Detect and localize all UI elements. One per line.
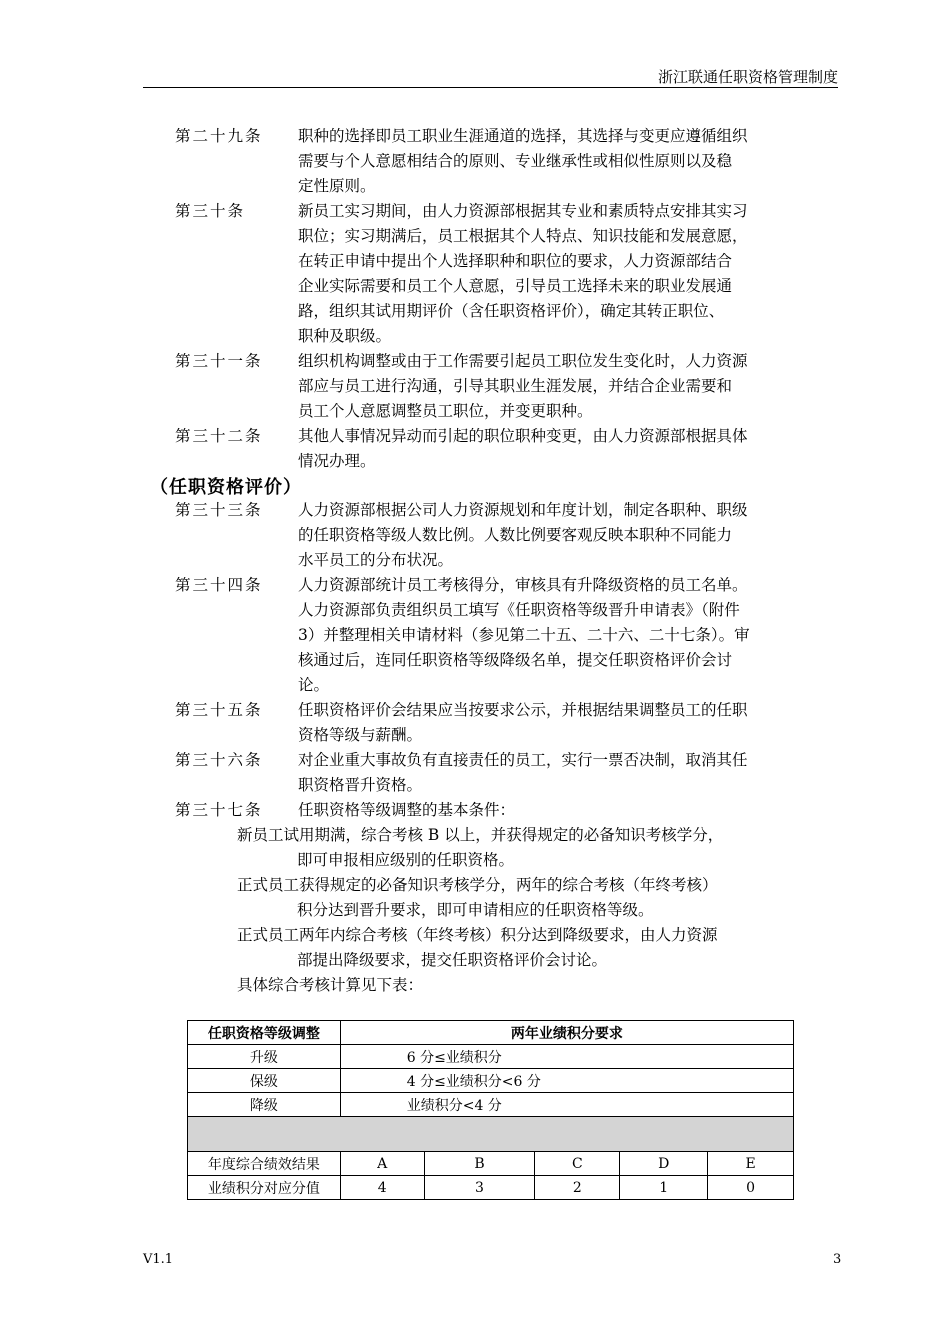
article-line: 企业实际需要和员工个人意愿，引导员工选择未来的职业发展通 xyxy=(298,277,733,295)
article-line: 路，组织其试用期评价（含任职资格评价），确定其转正职位、 xyxy=(298,302,725,320)
article-32 xyxy=(175,424,843,474)
calc-note: 具体综合考核计算见下表： xyxy=(237,976,424,994)
article-number: 第三十条 xyxy=(175,202,246,220)
article-number: 第二十九条 xyxy=(175,127,263,145)
table-header-cell: 两年业绩积分要求 xyxy=(340,1021,793,1045)
header-rule xyxy=(143,87,838,88)
condition-line: 正式员工获得规定的必备知识考核学分，两年的综合考核（年终考核） xyxy=(237,876,718,894)
table-header-row xyxy=(188,1021,794,1045)
article-line: 任职资格评价会结果应当按要求公示，并根据结果调整员工的任职 xyxy=(298,701,748,719)
table-cell: 3 xyxy=(424,1176,535,1200)
article-line: 人力资源部负责组织员工填写《任职资格等级晋升申请表》（附件 xyxy=(298,601,740,619)
section-heading: （任职资格评价） xyxy=(150,477,302,498)
article-line: 论。 xyxy=(298,676,330,694)
footer-page-number: 3 xyxy=(833,1252,842,1267)
article-number: 第三十二条 xyxy=(175,427,263,445)
article-line: 人力资源部根据公司人力资源规划和年度计划，制定各职种、职级 xyxy=(298,501,748,519)
table-cell: 年度综合绩效结果 xyxy=(188,1152,341,1176)
table-cell: A xyxy=(340,1152,424,1176)
article-line: 员工个人意愿调整员工职位，并变更职种。 xyxy=(298,402,593,420)
table-cell: 升级 xyxy=(188,1045,341,1069)
article-31 xyxy=(175,349,843,424)
table-cell: 2 xyxy=(535,1176,620,1200)
article-line: 新员工实习期间，由人力资源部根据其专业和素质特点安排其实习 xyxy=(298,202,748,220)
article-number: 第三十五条 xyxy=(175,701,263,719)
table-cell: E xyxy=(708,1152,794,1176)
article-number: 第三十七条 xyxy=(175,801,263,819)
table-separator-row xyxy=(188,1117,794,1152)
table-cell: 1 xyxy=(620,1176,708,1200)
table-cell: 业绩积分对应分值 xyxy=(188,1176,341,1200)
article-line: 定性原则。 xyxy=(298,177,376,195)
table-row xyxy=(188,1176,794,1200)
article-29 xyxy=(175,124,843,199)
table-cell: 6 分≤业绩积分 xyxy=(340,1045,793,1069)
table-cell: B xyxy=(424,1152,535,1176)
article-36 xyxy=(175,748,843,798)
table-header-cell: 任职资格等级调整 xyxy=(188,1021,341,1045)
article-line: 资格等级与薪酬。 xyxy=(298,726,423,744)
article-line: 对企业重大事故负有直接责任的员工，实行一票否决制，取消其任 xyxy=(298,751,748,769)
grade-adjustment-table xyxy=(187,1020,794,1200)
table-cell: D xyxy=(620,1152,708,1176)
article-number: 第三十三条 xyxy=(175,501,263,519)
article-line: 水平员工的分布状况。 xyxy=(298,551,454,569)
table-cell: C xyxy=(535,1152,620,1176)
article-line: 3）并整理相关申请材料（参见第二十五、二十六、二十七条）。审 xyxy=(298,626,750,644)
condition-item xyxy=(237,873,718,923)
condition-line: 即可申报相应级别的任职资格。 xyxy=(297,851,515,869)
table-cell: 业绩积分<4 分 xyxy=(340,1093,793,1117)
table-row xyxy=(188,1045,794,1069)
article-line: 的任职资格等级人数比例。人数比例要客观反映本职种不同能力 xyxy=(298,526,733,544)
condition-item xyxy=(237,923,718,973)
footer-version: V1.1 xyxy=(143,1252,174,1267)
condition-line: 新员工试用期满，综合考核 B 以上，并获得规定的必备知识考核学分， xyxy=(237,826,724,844)
article-line: 职资格晋升资格。 xyxy=(298,776,423,794)
condition-line: 部提出降级要求，提交任职资格评价会讨论。 xyxy=(297,951,608,969)
article-line: 部应与员工进行沟通，引导其职业生涯发展，并结合企业需要和 xyxy=(298,377,733,395)
article-line: 职种及职级。 xyxy=(298,327,392,345)
header-title: 浙江联通任职资格管理制度 xyxy=(657,68,838,86)
table-row xyxy=(188,1093,794,1117)
table-cell: 保级 xyxy=(188,1069,341,1093)
article-37 xyxy=(175,798,843,823)
table-cell: 0 xyxy=(708,1176,794,1200)
table-row xyxy=(188,1069,794,1093)
table-cell: 4 xyxy=(340,1176,424,1200)
article-30 xyxy=(175,199,843,349)
article-line: 核通过后，连同任职资格等级降级名单，提交任职资格评价会讨 xyxy=(298,651,733,669)
condition-item xyxy=(237,823,723,873)
article-line: 职种的选择即员工职业生涯通道的选择，其选择与变更应遵循组织 xyxy=(298,127,748,145)
article-line: 任职资格等级调整的基本条件： xyxy=(298,801,516,819)
article-33 xyxy=(175,498,843,573)
table-row xyxy=(188,1152,794,1176)
article-line: 在转正申请中提出个人选择职种和职位的要求，人力资源部结合 xyxy=(298,252,733,270)
table-cell xyxy=(188,1117,794,1152)
condition-line: 积分达到晋升要求，即可申请相应的任职资格等级。 xyxy=(297,901,654,919)
article-number: 第三十六条 xyxy=(175,751,263,769)
article-line: 情况办理。 xyxy=(298,452,376,470)
article-line: 其他人事情况异动而引起的职位职种变更，由人力资源部根据具体 xyxy=(298,427,748,445)
article-line: 组织机构调整或由于工作需要引起员工职位发生变化时，人力资源 xyxy=(298,352,748,370)
article-number: 第三十四条 xyxy=(175,576,263,594)
article-line: 职位；实习期满后，员工根据其个人特点、知识技能和发展意愿， xyxy=(298,227,748,245)
article-line: 人力资源部统计员工考核得分，审核具有升降级资格的员工名单。 xyxy=(298,576,748,594)
article-35 xyxy=(175,698,843,748)
condition-line: 正式员工两年内综合考核（年终考核）积分达到降级要求，由人力资源 xyxy=(237,926,718,944)
article-number: 第三十一条 xyxy=(175,352,263,370)
table-cell: 降级 xyxy=(188,1093,341,1117)
table-cell: 4 分≤业绩积分<6 分 xyxy=(340,1069,793,1093)
article-line: 需要与个人意愿相结合的原则、专业继承性或相似性原则以及稳 xyxy=(298,152,733,170)
article-34 xyxy=(175,573,843,698)
